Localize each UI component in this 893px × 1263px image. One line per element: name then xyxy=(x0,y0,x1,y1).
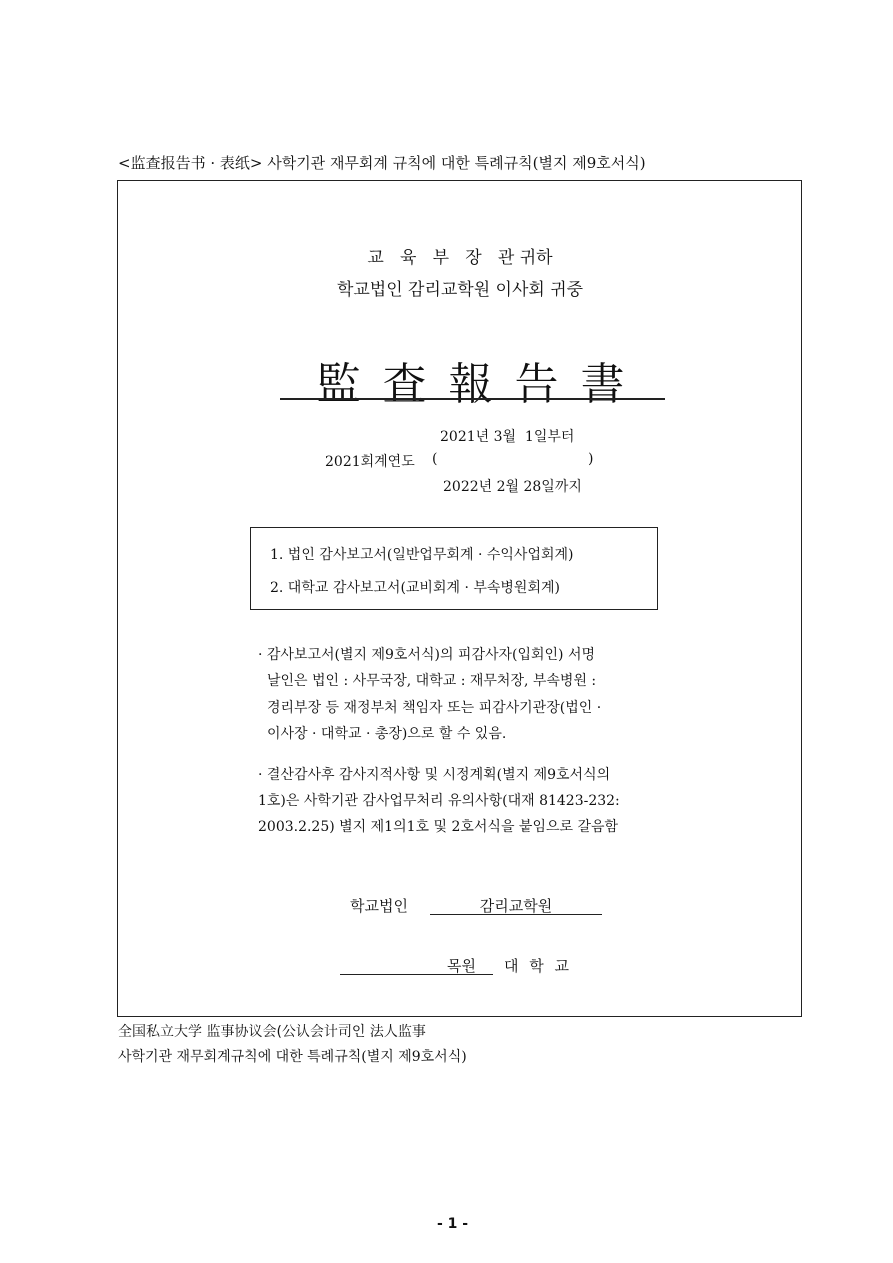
note-line: 경리부장 등 재정부처 책임자 또는 피감사기관장(법인 · xyxy=(267,700,602,716)
period-open-paren: ( xyxy=(432,451,438,467)
fiscal-year: 2021회계연도 xyxy=(325,454,415,470)
signature-univ-suffix: 대 학 교 xyxy=(504,957,573,975)
title-underline xyxy=(280,398,665,400)
signature-univ-name: 목원 xyxy=(447,957,476,975)
contents-item: 1. 법인 감사보고서(일반업무회계 · 수익사업회계) xyxy=(270,547,574,563)
corp-name-underline xyxy=(430,914,602,915)
signature-corp-label: 학교법인 xyxy=(350,897,408,915)
addressee-board: 학교법인 감리교학원 이사회 귀중 xyxy=(336,280,584,300)
document-title: 監 査 報 告 書 xyxy=(316,359,629,410)
footer-line: 全国私立大学 监事协议会(公认会计司인 法人监事 xyxy=(118,1024,426,1040)
addressee-ministry: 교 육 부 장 관 귀하 xyxy=(367,248,553,268)
period-to: 2022년 2월 28일까지 xyxy=(443,479,582,495)
note-line: 날인은 법인 : 사무국장, 대학교 : 재무처장, 부속병원 : xyxy=(267,673,597,689)
contents-box xyxy=(250,527,658,610)
header-caption: <监查报告书 · 表纸> 사학기관 재무회계 규칙에 대한 특례규칙(별지 제9호서식) xyxy=(118,154,646,172)
footer-line: 사학기관 재무회계규칙에 대한 특례규칙(별지 제9호서식) xyxy=(118,1049,467,1065)
note-line: 이사장 · 대학교 · 총장)으로 할 수 있음. xyxy=(267,726,507,742)
page-number: - 1 - xyxy=(436,1216,469,1232)
signature-corp-name: 감리교학원 xyxy=(479,897,553,915)
note-line: 1호)은 사학기관 감사업무처리 유의사항(대재 81423-232: xyxy=(258,793,620,809)
note-line: · 결산감사후 감사지적사항 및 시정계획(별지 제9호서식의 xyxy=(258,767,611,783)
period-from: 2021년 3월 1일부터 xyxy=(440,429,575,445)
univ-name-underline xyxy=(340,974,493,975)
note-line: · 감사보고서(별지 제9호서식)의 피감사자(입회인) 서명 xyxy=(258,647,596,663)
period-close-paren: ) xyxy=(588,451,594,467)
note-line: 2003.2.25) 별지 제1의1호 및 2호서식을 붙임으로 갈음함 xyxy=(258,819,619,835)
contents-item: 2. 대학교 감사보고서(교비회계 · 부속병원회계) xyxy=(270,580,560,596)
